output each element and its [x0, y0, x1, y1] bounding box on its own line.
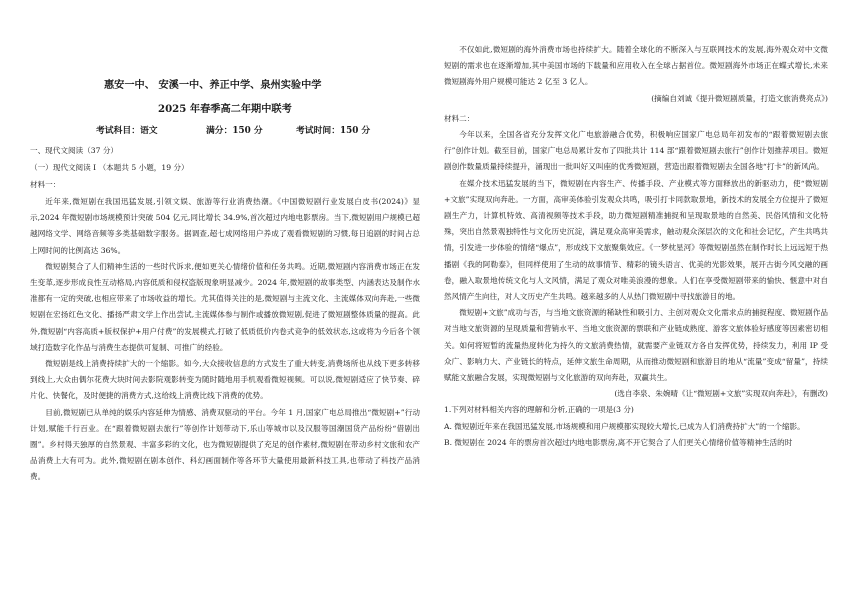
citation: (选自李泉、朱婉晴《让“微短剧+文旅”实现双向奔赴》，有删改) [614, 389, 828, 399]
full-score-label: 满分：150 分 [206, 126, 263, 136]
paragraph: 在媒介技术迅猛发展的当下，微短剧在内容生产、传播手段、产业模式等方面释放出的新驱动力，使“微短剧+文旅”实现双向奔赴。一方面，高审美体验引发观众共鸣，吸引打卡同款取景地，新技术的发展全方位提升了微短剧生产力，计算机特效、高清视频等技术手段，助力微短剧精准捕捉和呈现取景地的自然美、民俗风情和文化特殊，突出自然景观独特性与文化历史沉淀，满足观众高审美需求，触动观众深层次的文化和社会记忆，产生共鸣共情，引发进一步体验的情绪“爆点”，形成线下文旅聚集效应。《一梦枕星河》等微短剧虽然在制作时长上远远短于热播剧《我的阿勒泰》，但同样使用了生动的故事情节、精彩的镜头语言、优美的光影效果，展开古街今风交融的画卷，融入取景地传统文化与人文风情，满足了观众对唯美浪漫的想象。人们在享受微短剧带来的愉快、惬意中对自然风情产生向往，对人文历史产生共鸣。越来越多的人从热门微短剧中寻找旅游目的地。 [444, 178, 828, 302]
subject-label: 考试科目：语文 [96, 126, 158, 136]
exam-title: 2025 年春季高二年期中联考 [158, 103, 292, 115]
paragraph: 微短剧+文旅”成功与否，与当地文旅资源的稀缺性和吸引力、主创对观众文化需求点的捕捉程度、微短剧作品对当地文旅资源的呈现质量和营销水平、当地文旅资源的票联和产业链成熟度、游客文旅体验好感度等因素密切相关。如何将短暂的流量热度转化为持久的文旅消费热情，就需要产业链双方各自发挥优势，持续发力，利用 IP 受众广、影响力大、产业链长的特点，延伸文旅生命周期，从而推动微短剧和旅游目的地从“流量”变成“留量”，持续赋能文旅融合发展，实现微短剧与文化旅游的双向奔赴，双赢共生。 [444, 308, 828, 383]
paragraph: 不仅如此,微短剧的海外消费市场也持续扩大。随着全球化的不断深入与互联网技术的发展,海外观众对中文微短剧的需求也在逐渐增加,其中美国市场的下载量和应用收入在全球占据首位。微短剧海外市场正在蝶式增长,未来微短剧海外用户规模可能达 2 亿至 3 亿人。 [444, 45, 828, 87]
section-heading: 一、现代文阅读（37 分） [30, 146, 119, 155]
paragraph: 目前,微短剧已从单纯的娱乐内容延伸为情感、消费双驱动的平台。今年 1 月,国家广电总局推出“微短剧+”行动计划,赋能千行百业。在“跟着微短剧去旅行”等创作计划带动下,乐山等城市以及汉服等国潮国货产品纷纷“借剧出圈”。乡村得天独厚的自然景观、丰富多彩的文化，也为微短剧提供了充足的创作素材,微短剧在带动乡村文旅和农产品消费上大有可为。此外,微短剧在剧本创作、科幻画面制作等各环节大量使用最新科技工具,也带动了科技产品消费。 [30, 407, 420, 482]
material-two-label: 材料二： [444, 113, 475, 123]
citation: (摘编自刘诚《提升微短剧质量，打造文旅消费亮点》) [651, 93, 828, 103]
exam-time-label: 考试时间：150 分 [296, 126, 371, 136]
paragraph: 今年以来，全国各省充分发挥文化广电旅游融合优势，积极响应国家广电总局年初发布的“跟着微短剧去旅行”创作计划。截至目前，国家广电总局累计发布了四批共计 114 部“跟着微短剧去旅行”创作计划推荐项目。微短剧创作数量质量持续提升，涌现出一批叫好又叫座的优秀微短剧，营造出跟着微短剧去全国各地“打卡”的新风尚。 [444, 130, 828, 172]
option-b: B. 微短剧在 2024 年的票房首次超过内地电影票房,离不开它契合了人们更关心情绪价值等精神生活的时 [444, 437, 793, 447]
option-a: A. 微短剧近年来在我国迅猛发展,市场规模和用户规模都实现较大增长,已成为人们消费持扩大”的一个缩影。 [444, 421, 805, 431]
paragraph: 近年来,微短剧在我国迅猛发展,引领文娱、旅游等行业消费热潮。《中国微短剧行业发展白皮书(2024)》显示,2024 年微短剧市场规模预计突破 504 亿元,同比增长 34.9%,首次超过内地电影票房。当下,微短剧用户规模已超越网络文学、网络音频等多类基础数字服务。据调查,超七成网络用户养成了观看微短剧的习惯,每日追剧的时间占总上网时间的比例高达 36%。 [30, 197, 420, 255]
subsection-heading: （一）现代文阅读 I （本题共 5 小题，19 分） [30, 163, 189, 172]
question-stem: 1.下列对材料相关内容的理解和分析,正确的一项是(3 分) [444, 405, 634, 415]
paragraph: 微短剧是线上消费持续扩大的一个缩影。如今,大众接收信息的方式发生了重大转变,消费场所也从线下更多转移到线上,大众由偶尔花费大块时间去影院观影转变为随时随地用手机观看微短视频。可以说,微短剧适应了快节奏、碎片化、快餐化，及时便捷的消费方式,这给线上消费比线下消费的优势。 [30, 359, 420, 401]
material-one-label: 材料一： [30, 180, 61, 189]
paragraph: 微短剧契合了人们精神生活的一些时代诉求,便如更关心情绪价值和任务共鸣。近期,微短剧内容消费市场正在发生变革,逐步形成良性互动格局,内容低质和侵权盗版现象明显减少。2024 年,微短剧的故事类型、内涵表达及制作水准都有一定的突破,也相应带来了市场收益的增长。尤其值得关注的是,微短剧与主流文化、主流媒体双向奔赴,一些微短剧在宏扬红色文化、播扬严肃文学上作出尝试,主流媒体参与制作或播放微短剧,促进了微短剧整体质量的提高。此外,微短剧“内容高质+版权保护+用户付费”的发展模式,打破了低质低价内卷式竞争的低效状态,这或将为今后各个领域打造数字化作品与消费生态提供可复制、可推广的经验。 [30, 261, 420, 352]
schools-heading: 惠安一中、 安溪一中、养正中学、泉州实验中学 [104, 79, 322, 91]
